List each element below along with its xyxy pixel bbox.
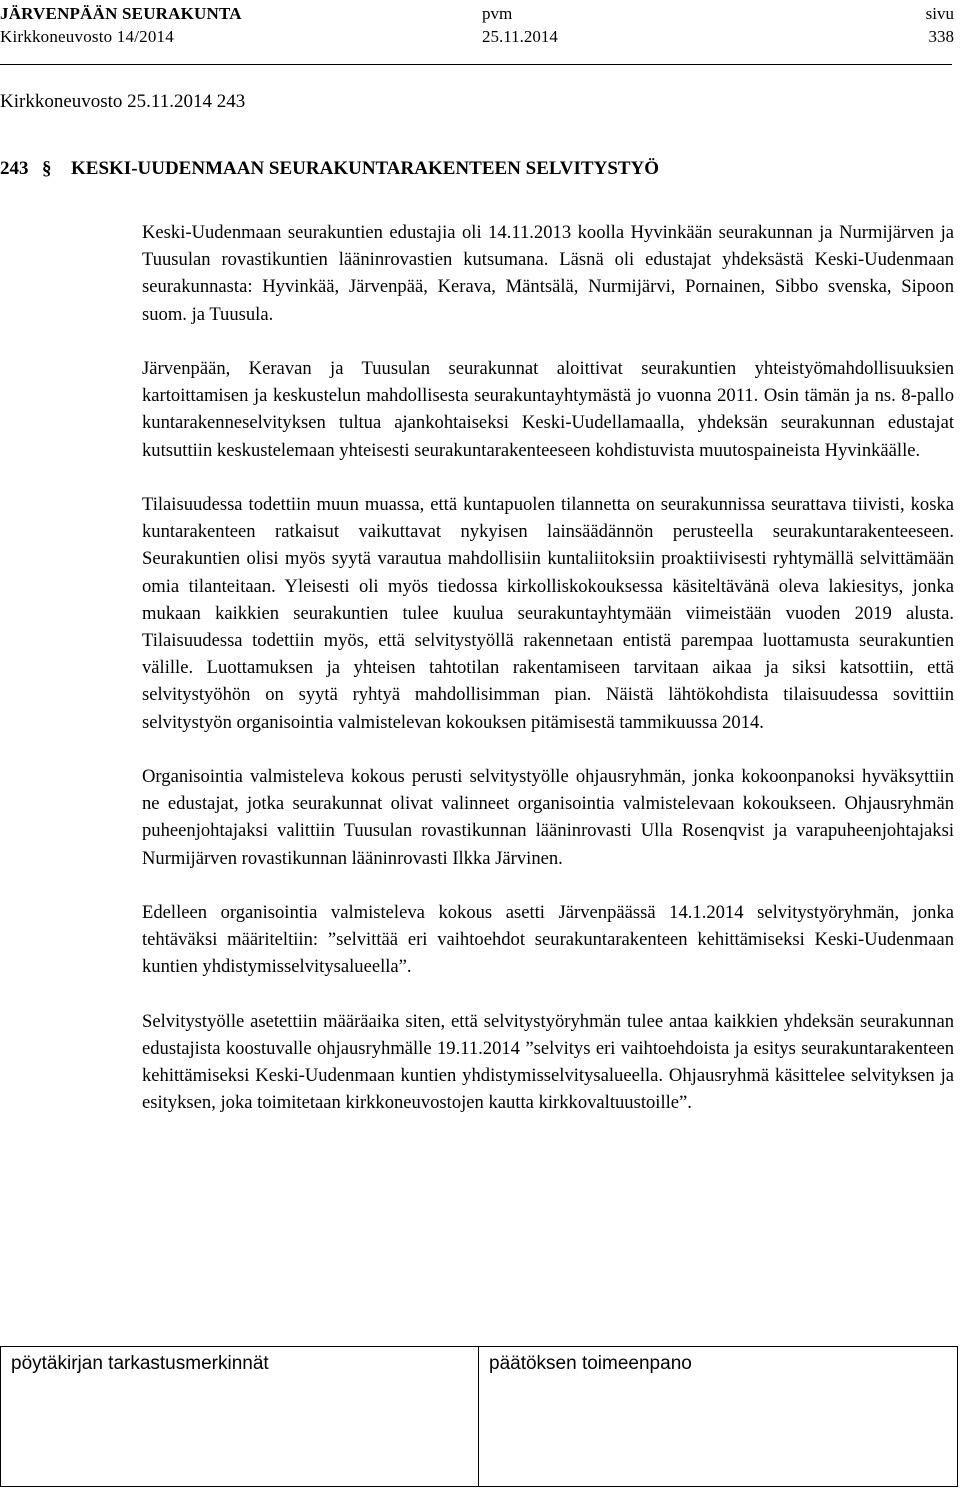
footer-box (0, 1346, 958, 1487)
paragraph-4: Organisointia valmisteleva kokous perusti selvitystyölle ohjausryhmän, jonka kokoonpanoksi hyväksyttiin ne edustajat, jotka seurakunnat olivat valinneet organisointia valmistelevaan kokoukseen. Ohjausryhmän puheenjohtajaksi valittiin Tuusulan rovastikunnan lääninrovasti Ulla Rosenqvist ja varapuheenjohtajaksi Nurmijärven rovastikunnan lääninrovasti Ilkka Järvinen. (142, 766, 954, 869)
header-row-1 (0, 2, 960, 26)
document-body (142, 219, 954, 1144)
paragraph-3: Tilaisuudessa todettiin muun muassa, että kuntapuolen tilannetta on seurakunnissa seurattava tiivisti, koska kuntarakenteen ratkaisut vaikuttavat nykyisen lainsäädännön perusteella seurakuntarakenteeseen. Seurakuntien olisi myös syytä varautua mahdollisiin kuntaliitoksiin proaktiivisesti ryhtymällä selvittämään omia tilanteitaan. Yleisesti oli myös tiedossa kirkolliskokouksessa käsiteltävänä oleva lakiesitys, jonka mukaan kaikkien seurakuntien tulee kuulua seurakuntayhtymään viimeistään vuoden 2019 alusta. Tilaisuudessa todettiin myös, että selvitystyöllä rakennetaan entistä parempaa luottamusta seurakuntien välille. Luottamuksen ja yhteisen tahtotilan rakentamiseen tarvitaan aikaa ja siksi katsottiin, että selvitystyöhön on syytä ryhtyä mahdollisimman pian. Näistä lähtökohdista tilaisuudessa sovittiin selvitystyön organisointia valmistelevan kokouksen pitämisestä tammikuussa 2014. (142, 494, 954, 733)
meeting-date: 25.11.2014 (482, 27, 558, 46)
header-divider (0, 64, 952, 65)
section-symbol: § (42, 158, 52, 179)
decision-execution-label: päätöksen toimeenpano (489, 1353, 692, 1374)
paragraph-1: Keski-Uudenmaan seurakuntien edustajia oli 14.11.2013 koolla Hyvinkään seurakunnan ja Nurmijärven ja Tuusulan rovastikuntien lääninrovastien kutsumana. Läsnä oli edustajat yhdeksästä Keski-Uudenmaan seurakunnasta: Hyvinkää, Järvenpää, Kerava, Mäntsälä, Nurmijärvi, Pornainen, Sibbo svenska, Sipoon suom. ja Tuusula. (142, 222, 954, 325)
date-label: pvm (482, 4, 513, 23)
footer-cell-execution (479, 1347, 957, 1486)
footer-cell-review (1, 1347, 479, 1486)
paragraph-2: Järvenpään, Keravan ja Tuusulan seurakunnat aloittivat seurakuntien yhteistyömahdollisuuksien kartoittamisen ja keskustelun mahdollisesta seurakuntayhtymästä jo vuonna 2011. Osin tämän ja ns. 8-pallo kuntarakenneselvityksen tultua ajankohtaiseksi Keski-Uudellamaalla, yhdeksän seurakunnan edustajat kutsuttiin keskustelemaan yhteisesti seurakuntarakenteeseen kohdistuvista muutospaineista Hyvinkäälle. (142, 358, 954, 461)
section-title: KESKI-UUDENMAAN SEURAKUNTARAKENTEEN SELVITYSTYÖ (71, 158, 660, 179)
meeting-reference: Kirkkoneuvosto 25.11.2014 243 (0, 91, 246, 112)
section-number: 243 (0, 158, 29, 179)
header-row-2 (0, 25, 960, 49)
review-marks-label: pöytäkirjan tarkastusmerkinnät (11, 1353, 269, 1374)
paragraph-5: Edelleen organisointia valmisteleva kokous asetti Järvenpäässä 14.1.2014 selvitystyöryhmän, jonka tehtäväksi määriteltiin: ”selvittää eri vaihtoehdot seurakuntarakenteen kehittämiseksi Keski-Uudenmaan kuntien yhdistymisselvitysalueella”. (142, 902, 954, 978)
meeting-number: Kirkkoneuvosto 14/2014 (0, 27, 174, 46)
paragraph-6: Selvitystyölle asetettiin määräaika siten, että selvitystyöryhmän tulee antaa kaikkien yhdeksän seurakunnan edustajista koostuvalle ohjausryhmälle 19.11.2014 ”selvitys eri vaihtoehdoista ja esitys seurakuntarakenteen kehittämiseksi Keski-Uudenmaan kuntien yhdistymisselvitysalueella. Ohjausryhmä käsittelee selvityksen ja esityksen, joka toimitetaan kirkkoneuvostojen kautta kirkkovaltuustoille”. (142, 1010, 954, 1114)
page-label: sivu (925, 4, 954, 23)
page-header (0, 0, 960, 70)
page-number: 338 (928, 27, 954, 46)
organization-name: JÄRVENPÄÄN SEURAKUNTA (0, 4, 242, 23)
section-heading (0, 158, 659, 180)
